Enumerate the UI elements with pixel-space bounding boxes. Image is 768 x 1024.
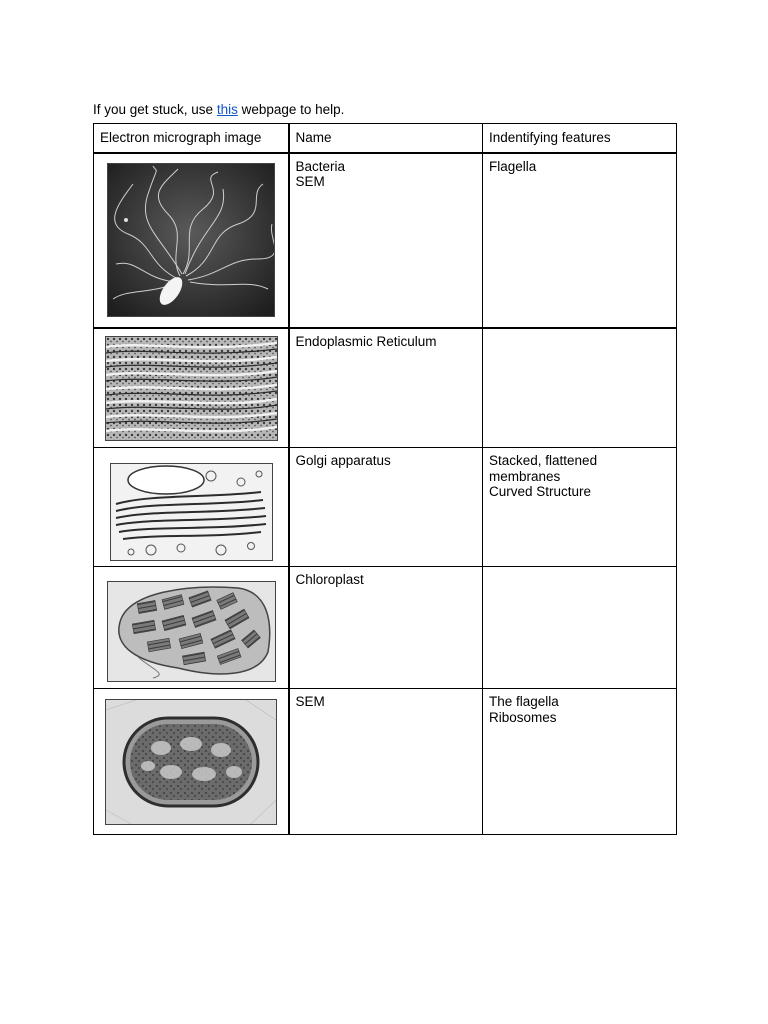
- feature-line: Curved Structure: [489, 484, 592, 499]
- feature-line: Flagella: [489, 158, 537, 174]
- image-cell: [94, 689, 289, 835]
- header-features: Indentifying features: [483, 124, 677, 153]
- table-row: [94, 448, 677, 567]
- name-line: SEM: [295, 694, 325, 709]
- name-cell: [289, 448, 483, 567]
- header-name: Name: [289, 124, 483, 153]
- endoplasmic-reticulum-micrograph-image: [105, 336, 278, 441]
- header-image: Electron micrograph image: [94, 124, 289, 153]
- name-line: Chloroplast: [295, 572, 364, 587]
- name-cell: [289, 153, 483, 328]
- image-cell: [94, 153, 289, 328]
- instruction-prefix: If you get stuck, use: [93, 101, 217, 117]
- name-cell: [289, 689, 483, 835]
- table-row: [94, 689, 677, 835]
- table-header-row: [94, 124, 677, 153]
- feature-line: The flagella: [489, 694, 559, 709]
- micrograph-table: [93, 123, 677, 835]
- features-cell: [483, 689, 677, 835]
- features-cell: [483, 328, 677, 448]
- table-row: [94, 567, 677, 689]
- features-cell: [483, 567, 677, 689]
- bacterium-cross-section-micrograph-image: [105, 699, 277, 825]
- image-cell: [94, 448, 289, 567]
- feature-line: Ribosomes: [489, 709, 557, 725]
- name-line: Endoplasmic Reticulum: [295, 333, 437, 349]
- features-cell: [483, 448, 677, 567]
- chloroplast-micrograph-image: [107, 581, 276, 682]
- name-line: SEM: [295, 174, 325, 189]
- bacteria-micrograph-image: [107, 163, 275, 317]
- image-cell: [94, 567, 289, 689]
- instruction-text: [93, 101, 344, 119]
- golgi-apparatus-micrograph-image: [110, 463, 273, 561]
- name-line: Golgi apparatus: [295, 453, 391, 468]
- name-cell: [289, 567, 483, 689]
- feature-line: Stacked, flattened: [489, 453, 598, 468]
- features-cell: [483, 153, 677, 328]
- table-row: [94, 328, 677, 448]
- help-webpage-link[interactable]: this: [216, 101, 238, 117]
- name-cell: [289, 328, 483, 448]
- instruction-suffix: webpage to help.: [237, 101, 345, 117]
- feature-line: membranes: [489, 468, 561, 484]
- name-line: Bacteria: [295, 158, 346, 174]
- table-row: [94, 153, 677, 328]
- image-cell: [94, 328, 289, 448]
